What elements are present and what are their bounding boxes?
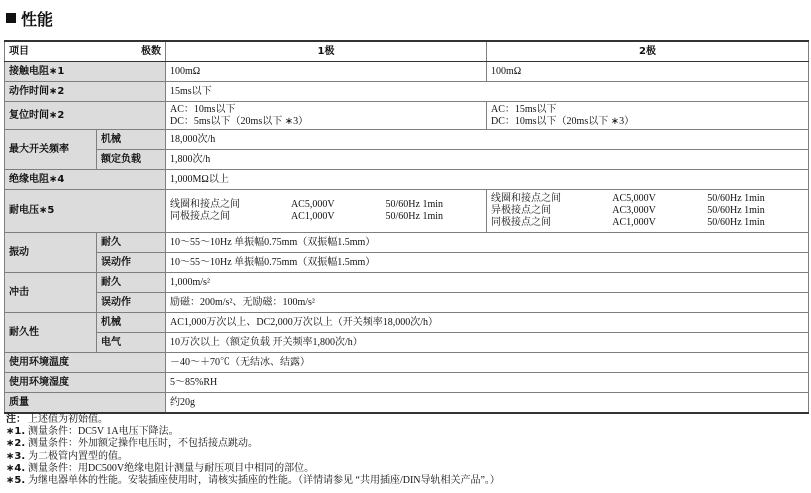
table-row-vibration-durability: [5, 233, 809, 253]
cell-value: 18,000次/h: [166, 130, 809, 150]
cell-value: AC1,000万次以上、DC2,000万次以上（开关频率18,000次/h）: [166, 313, 809, 333]
row-label: 绝缘电阻∗4: [5, 170, 166, 190]
row-label: 复位时间∗2: [5, 102, 166, 130]
cell-line: AC：10ms以下: [170, 103, 236, 115]
table-row-humidity: [5, 373, 809, 393]
row-label: 质量: [5, 393, 166, 414]
cell-value: 5～85%RH: [166, 373, 809, 393]
table-header-row: [5, 41, 809, 62]
cell-value: [166, 190, 487, 233]
table-row-vibration-malfunction: [5, 253, 809, 273]
sub-label: 电气: [97, 333, 166, 353]
table-row-weight: [5, 393, 809, 414]
cell-value: [487, 102, 809, 130]
dielectric-voltage: AC1,000V: [290, 211, 335, 222]
section-title-text: 性能: [21, 9, 54, 29]
dielectric-grid-2pole: [491, 193, 804, 229]
footnote: [6, 414, 500, 426]
sub-label: 误动作: [97, 253, 166, 273]
row-label: 接触电阻∗1: [5, 62, 166, 82]
cell-line: AC：15ms以下: [491, 103, 557, 115]
footnote-text: 上述值为初始值。: [28, 414, 108, 425]
footnote-mark: ∗4.: [6, 462, 26, 474]
section-title: [6, 4, 53, 32]
cell-value: 100mΩ: [166, 62, 487, 82]
table-row-reset-time: [5, 102, 809, 130]
row-label: 使用环境湿度: [5, 373, 166, 393]
row-label: 耐电压∗5: [5, 190, 166, 233]
footnote-mark: ∗1.: [6, 426, 26, 438]
footnote: [6, 426, 500, 438]
footnote: [6, 438, 500, 450]
row-label: 耐久性: [5, 313, 97, 353]
cell-value: 10～55～10Hz 单振幅0.75mm（双振幅1.5mm）: [166, 233, 809, 253]
dielectric-where: 同极接点之间: [491, 217, 551, 228]
footnote-text: 测量条件：外加额定操作电压时，不包括接点跳动。: [28, 438, 258, 450]
dielectric-where: 线圈和接点之间: [170, 199, 240, 210]
cell-value: 100mΩ: [487, 62, 809, 82]
footnote-text: 为二极管内置型的值。: [28, 450, 128, 462]
footnote-mark: ∗5.: [6, 475, 26, 487]
table-row-insulation: [5, 170, 809, 190]
row-label: 最大开关频率: [5, 130, 97, 170]
header-item-poles: [5, 41, 166, 62]
cell-value: 15ms以下: [166, 82, 809, 102]
table-row-operate-time: [5, 82, 809, 102]
dielectric-freq: 50/60Hz 1min: [707, 205, 765, 216]
footnotes: [6, 414, 500, 487]
sub-label: 耐久: [97, 273, 166, 293]
sub-label: 耐久: [97, 233, 166, 253]
cell-value: 10～55～10Hz 单振幅0.75mm（双振幅1.5mm）: [166, 253, 809, 273]
table-row-shock-durability: [5, 273, 809, 293]
table-row-contact-resistance: [5, 62, 809, 82]
dielectric-voltage: AC1,000V: [612, 217, 656, 228]
cell-value: [166, 102, 487, 130]
square-bullet-icon: [6, 13, 16, 23]
row-label: 冲击: [5, 273, 97, 313]
table-row-max-freq-rated: [5, 150, 809, 170]
sub-label: 机械: [97, 313, 166, 333]
footnote: [6, 451, 500, 463]
footnote-mark: ∗3.: [6, 450, 26, 462]
header-item: 项目: [9, 45, 29, 57]
row-label: 振动: [5, 233, 97, 273]
cell-value: －40～＋70℃（无结冰、结露）: [166, 353, 809, 373]
footnote-mark: ∗2.: [6, 438, 26, 450]
row-label: 动作时间∗2: [5, 82, 166, 102]
footnote: [6, 463, 500, 475]
table-row-endurance-mech: [5, 313, 809, 333]
dielectric-freq: 50/60Hz 1min: [707, 193, 765, 204]
cell-value: [487, 190, 809, 233]
table-row-endurance-elec: [5, 333, 809, 353]
table-row-dielectric: [5, 190, 809, 233]
table-row-max-freq-mech: [5, 130, 809, 150]
dielectric-freq: 50/60Hz 1min: [707, 217, 765, 228]
footnote-text: 测量条件：DC5V 1A电压下降法。: [28, 426, 179, 438]
table-row-temperature: [5, 353, 809, 373]
footnote-text: 为继电器单体的性能。安装插座使用时，请核实插座的性能。（详情请参见 “共用插座/DIN导轨相关产品”。）: [28, 475, 500, 487]
cell-value: 约20g: [166, 393, 809, 414]
cell-value: 1,800次/h: [166, 150, 809, 170]
dielectric-voltage: AC3,000V: [612, 205, 656, 216]
sub-label: 额定负载: [97, 150, 166, 170]
dielectric-freq: 50/60Hz 1min: [385, 199, 444, 210]
cell-line: DC：10ms以下（20ms以下 ∗3）: [491, 115, 635, 127]
table-row-shock-malfunction: [5, 293, 809, 313]
header-poles: 极数: [141, 45, 161, 57]
dielectric-where: 线圈和接点之间: [491, 193, 561, 204]
header-col-1pole: 1极: [166, 41, 487, 62]
dielectric-voltage: AC5,000V: [290, 199, 335, 210]
row-label: 使用环境温度: [5, 353, 166, 373]
dielectric-voltage: AC5,000V: [612, 193, 656, 204]
footnote: [6, 475, 500, 487]
sub-label: 误动作: [97, 293, 166, 313]
footnote-text: 测量条件：用DC500V绝缘电阻计测量与耐压项目中相同的部位。: [28, 462, 315, 474]
cell-line: DC：5ms以下（20ms以下 ∗3）: [170, 115, 309, 127]
header-col-2pole: 2极: [487, 41, 809, 62]
footnote-mark: 注：: [6, 414, 26, 425]
cell-value: 10万次以上（额定负载 开关频率1,800次/h）: [166, 333, 809, 353]
spec-table: [4, 40, 809, 414]
sub-label: 机械: [97, 130, 166, 150]
cell-value: 励磁：200m/s²、无励磁：100m/s²: [166, 293, 809, 313]
cell-value: 1,000MΩ以上: [166, 170, 809, 190]
dielectric-where: 同极接点之间: [170, 211, 230, 222]
dielectric-where: 异极接点之间: [491, 205, 551, 216]
cell-value: 1,000m/s²: [166, 273, 809, 293]
dielectric-freq: 50/60Hz 1min: [385, 211, 444, 222]
dielectric-grid-1pole: [170, 199, 482, 223]
